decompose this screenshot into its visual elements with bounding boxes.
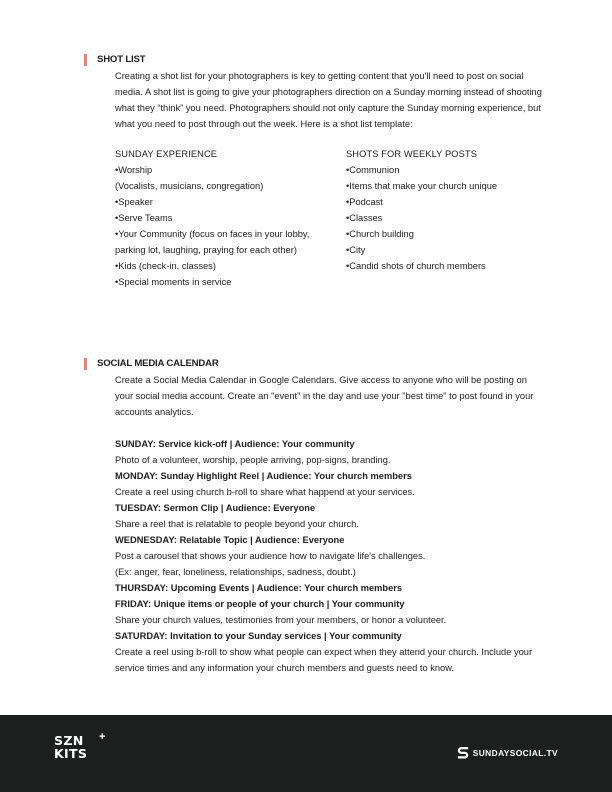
list-item: • City (346, 242, 546, 258)
day-text-saturday: Create a reel using b-roll to show what people can expect when they attend your church. Include your service times and any information your church members and guests need to know. (115, 647, 533, 673)
calendar-section (84, 358, 544, 676)
logo-line-szn: SZN (54, 733, 84, 748)
calendar-intro: Create a Social Media Calendar in Google Calendars. Give access to anyone who will be posting on your social media account. Create an "event" in the day and use your "best time" to post found in your accounts analytics. (115, 375, 534, 417)
list-item: • Your Community (focus on faces in your lobby, parking lot, laughing, praying for each other) (115, 226, 337, 258)
list-item: • Special moments in service (115, 274, 337, 290)
sunday-social-s-icon (457, 746, 469, 760)
list-item: • Classes (346, 210, 546, 226)
day-label-thursday: THURSDAY: Upcoming Events | Audience: Your church members (115, 583, 403, 593)
shot-list-section (84, 54, 544, 306)
website-text[interactable]: SUNDAYSOCIAL.TV (472, 748, 558, 758)
list-item: • Podcast (346, 194, 546, 210)
list-item: • Communion (346, 162, 546, 178)
calendar-title: SOCIAL MEDIA CALENDAR (97, 358, 219, 369)
day-text-sunday: Photo of a volunteer, worship, people arriving, pop-signs, branding. (115, 455, 391, 465)
calendar-days (115, 436, 544, 676)
list-item: • Kids (check-in, classes) (115, 258, 337, 274)
day-label-wednesday: WEDNESDAY: Relatable Topic | Audience: Everyone (115, 535, 345, 545)
list-item: (Vocalists, musicians, congregation) (115, 181, 264, 191)
website-link[interactable] (457, 746, 558, 760)
day-text-wednesday: Post a carousel that shows your audience how to navigate life's challenges. (115, 551, 426, 561)
day-label-friday: FRIDAY: Unique items or people of your church | Your community (115, 599, 405, 609)
shot-list-intro: Creating a shot list for your photographers is key to getting content that you'll need to post on social media. A shot list is going to give your photographers direction on a Sunday morning instead of shooting what they “think” you need. Photographers should not only capture the Sunday morning experience, but what you need to post through out the week. Here is a shot list template: (115, 71, 542, 129)
shot-list-title: SHOT LIST (97, 54, 146, 65)
list-item: • Worship (115, 162, 337, 178)
day-label-sunday: SUNDAY: Service kick-off | Audience: Your community (115, 439, 355, 449)
list-item: • Speaker (115, 194, 337, 210)
shot-list-columns (115, 146, 544, 306)
calendar-header (84, 358, 544, 372)
day-label-tuesday: TUESDAY: Sermon Clip | Audience: Everyone (115, 503, 316, 513)
sunday-experience-heading: SUNDAY EXPERIENCE (115, 149, 218, 159)
accent-bar (84, 358, 87, 370)
szn-kits-logo (54, 731, 106, 771)
list-item: • Candid shots of church members (346, 258, 546, 274)
list-item: • Church building (346, 226, 546, 242)
sunday-experience-column (115, 146, 337, 290)
day-text-tuesday: Share a reel that is relatable to people beyond your church. (115, 519, 359, 529)
logo-wordmark (54, 735, 87, 760)
shot-list-header (84, 54, 544, 68)
list-item: • Serve Teams (115, 210, 337, 226)
day-text-friday: Share your church values, testimonies from your members, or honor a volunteer. (115, 615, 447, 625)
list-item: • Items that make your church unique (346, 178, 546, 194)
plus-icon: + (99, 731, 106, 743)
footer (0, 715, 612, 792)
logo-line-kits: KITS (54, 745, 88, 761)
accent-bar (84, 54, 87, 66)
day-label-saturday: SATURDAY: Invitation to your Sunday services | Your community (115, 631, 402, 641)
day-text-monday: Create a reel using church b-roll to share what happend at your services. (115, 487, 415, 497)
day-text-wednesday-example: (Ex: anger, fear, loneliness, relationships, sadness, doubt.) (115, 567, 356, 577)
weekly-posts-heading: SHOTS FOR WEEKLY POSTS (346, 149, 478, 159)
day-label-monday: MONDAY: Sunday Highlight Reel | Audience: Your church members (115, 471, 412, 481)
weekly-posts-column (346, 146, 546, 274)
